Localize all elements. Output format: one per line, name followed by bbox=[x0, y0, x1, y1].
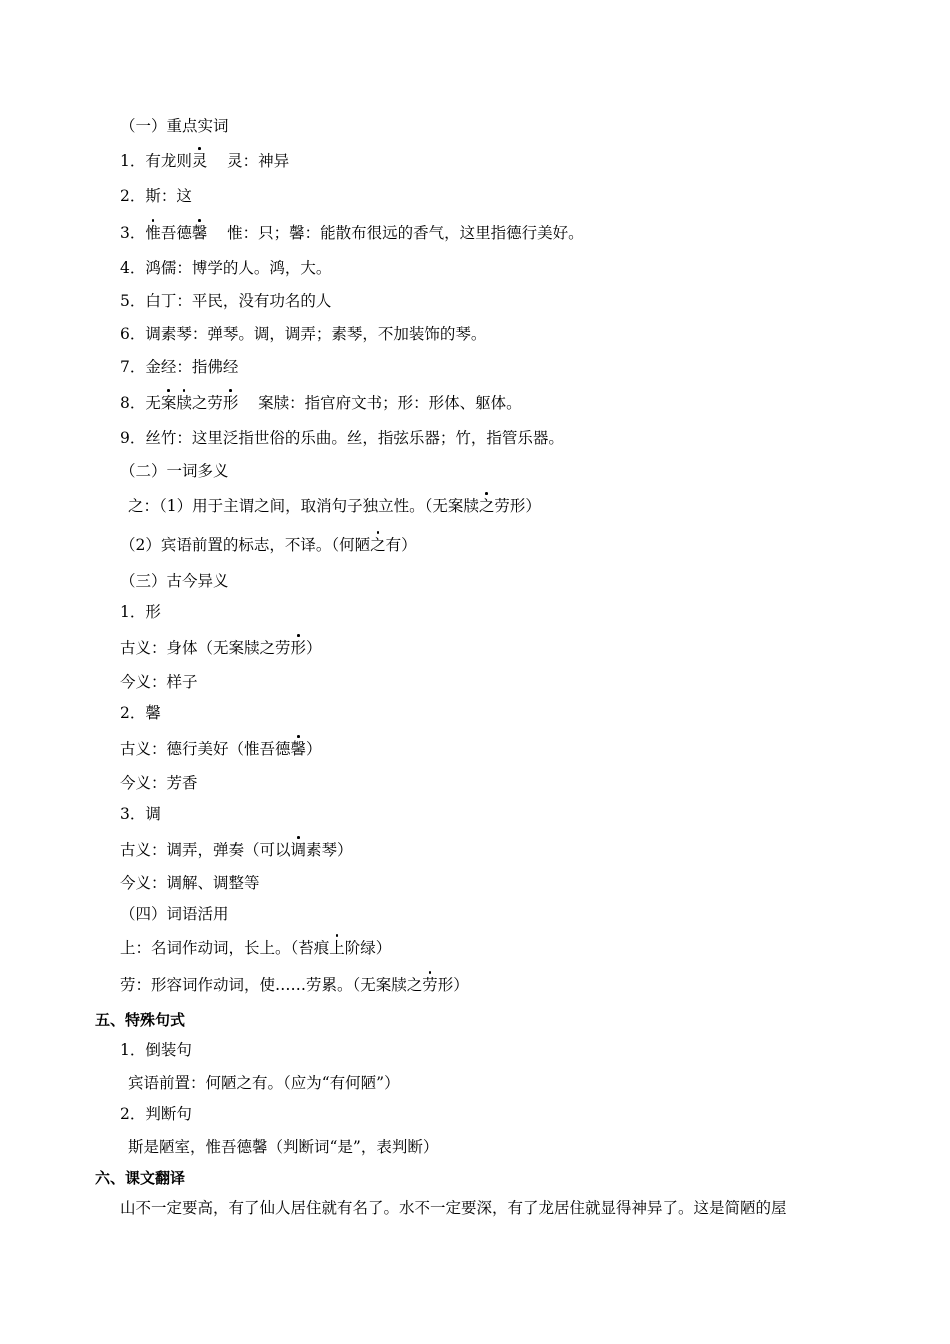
definition-line bbox=[128, 496, 541, 516]
section-title: （二）一词多义 bbox=[120, 462, 229, 480]
section-title: （四）词语活用 bbox=[120, 905, 229, 923]
section-title: （一）重点实词 bbox=[120, 117, 229, 135]
definition-line bbox=[120, 535, 417, 555]
emphasis-char: 形 bbox=[222, 394, 239, 412]
list-item: 7．金经：指佛经 bbox=[120, 358, 239, 376]
list-item bbox=[120, 393, 522, 413]
item-text: 惟：只；馨：能散布很远的香气，这里指德行美好。 bbox=[207, 224, 584, 242]
item-text: 1．有龙则 bbox=[120, 152, 192, 170]
definition-line bbox=[120, 938, 391, 958]
emphasis-char: 灵 bbox=[191, 152, 208, 170]
section-title: （三）古今异义 bbox=[120, 572, 229, 590]
item-text: ） bbox=[306, 639, 322, 657]
item-text: 3． bbox=[120, 224, 146, 242]
item-text: 古义：调弄，弹奏（可以 bbox=[120, 841, 291, 859]
paragraph: 宾语前置：何陋之有。（应为“有何陋”） bbox=[128, 1074, 400, 1092]
item-text: 素琴） bbox=[306, 841, 353, 859]
item-text: 有） bbox=[385, 536, 417, 554]
emphasis-char: 劳 bbox=[422, 976, 438, 994]
item-text: 古义：德行美好（惟吾德 bbox=[120, 740, 291, 758]
section-heading: 六、课文翻译 bbox=[95, 1169, 186, 1187]
item-text: 吾德 bbox=[160, 224, 192, 242]
item-text: 古义：身体（无案牍之劳 bbox=[120, 639, 291, 657]
new-meaning: 今义：调解、调整等 bbox=[120, 874, 260, 892]
list-item: 2．斯：这 bbox=[120, 187, 192, 205]
definition-line bbox=[120, 975, 469, 995]
paragraph: 山不一定要高，有了仙人居住就有名了。水不一定要深，有了龙居住就显得神异了。这是简陋的屋 bbox=[120, 1199, 787, 1217]
word-label: 3．调 bbox=[120, 805, 161, 823]
item-text: 形） bbox=[437, 976, 469, 994]
list-item: 5．白丁：平民，没有功名的人 bbox=[120, 292, 332, 310]
emphasis-char: 形 bbox=[290, 639, 307, 657]
subheading: 1．倒装句 bbox=[120, 1041, 192, 1059]
subheading: 2．判断句 bbox=[120, 1105, 192, 1123]
list-item: 4．鸿儒：博学的人。鸿，大。 bbox=[120, 259, 332, 277]
old-meaning bbox=[120, 840, 353, 860]
item-text: ） bbox=[306, 740, 322, 758]
emphasis-char: 惟 bbox=[145, 224, 161, 242]
list-item bbox=[120, 151, 289, 171]
emphasis-char: 之 bbox=[370, 536, 386, 554]
item-text: 灵：神异 bbox=[207, 152, 290, 170]
section-heading: 五、特殊句式 bbox=[95, 1011, 186, 1029]
emphasis-char: 上 bbox=[329, 939, 345, 957]
list-item: 9．丝竹：这里泛指世俗的乐曲。丝，指弦乐器；竹，指管乐器。 bbox=[120, 429, 564, 447]
word-label: 2．馨 bbox=[120, 704, 161, 722]
item-text: 8．无 bbox=[120, 394, 161, 412]
list-item: 6．调素琴：弹琴。调，调弄；素琴，不加装饰的琴。 bbox=[120, 325, 487, 343]
item-text: （2）宾语前置的标志，不译。（何陋 bbox=[120, 536, 371, 554]
old-meaning bbox=[120, 739, 322, 759]
item-text: 阶绿） bbox=[344, 939, 392, 957]
emphasis-char: 牍 bbox=[176, 394, 192, 412]
emphasis-char: 之 bbox=[478, 497, 495, 515]
item-text: 之：（1）用于主谓之间，取消句子独立性。（无案牍 bbox=[128, 497, 479, 515]
list-item bbox=[120, 223, 584, 243]
old-meaning bbox=[120, 638, 322, 658]
item-text: 劳：形容词作动词，使……劳累。（无案牍之 bbox=[120, 976, 423, 994]
paragraph: 斯是陋室，惟吾德馨（判断词“是”，表判断） bbox=[128, 1138, 439, 1156]
item-text: 上：名词作动词，长上。（苔痕 bbox=[120, 939, 330, 957]
item-text: 之劳 bbox=[191, 394, 223, 412]
emphasis-char: 案 bbox=[160, 394, 177, 412]
word-label: 1．形 bbox=[120, 603, 161, 621]
emphasis-char: 馨 bbox=[191, 224, 208, 242]
emphasis-char: 馨 bbox=[290, 740, 307, 758]
item-text: 案牍：指官府文书；形：形体、躯体。 bbox=[238, 394, 522, 412]
item-text: 劳形） bbox=[494, 497, 541, 515]
new-meaning: 今义：样子 bbox=[120, 673, 198, 691]
new-meaning: 今义：芳香 bbox=[120, 774, 198, 792]
emphasis-char: 调 bbox=[290, 841, 307, 859]
